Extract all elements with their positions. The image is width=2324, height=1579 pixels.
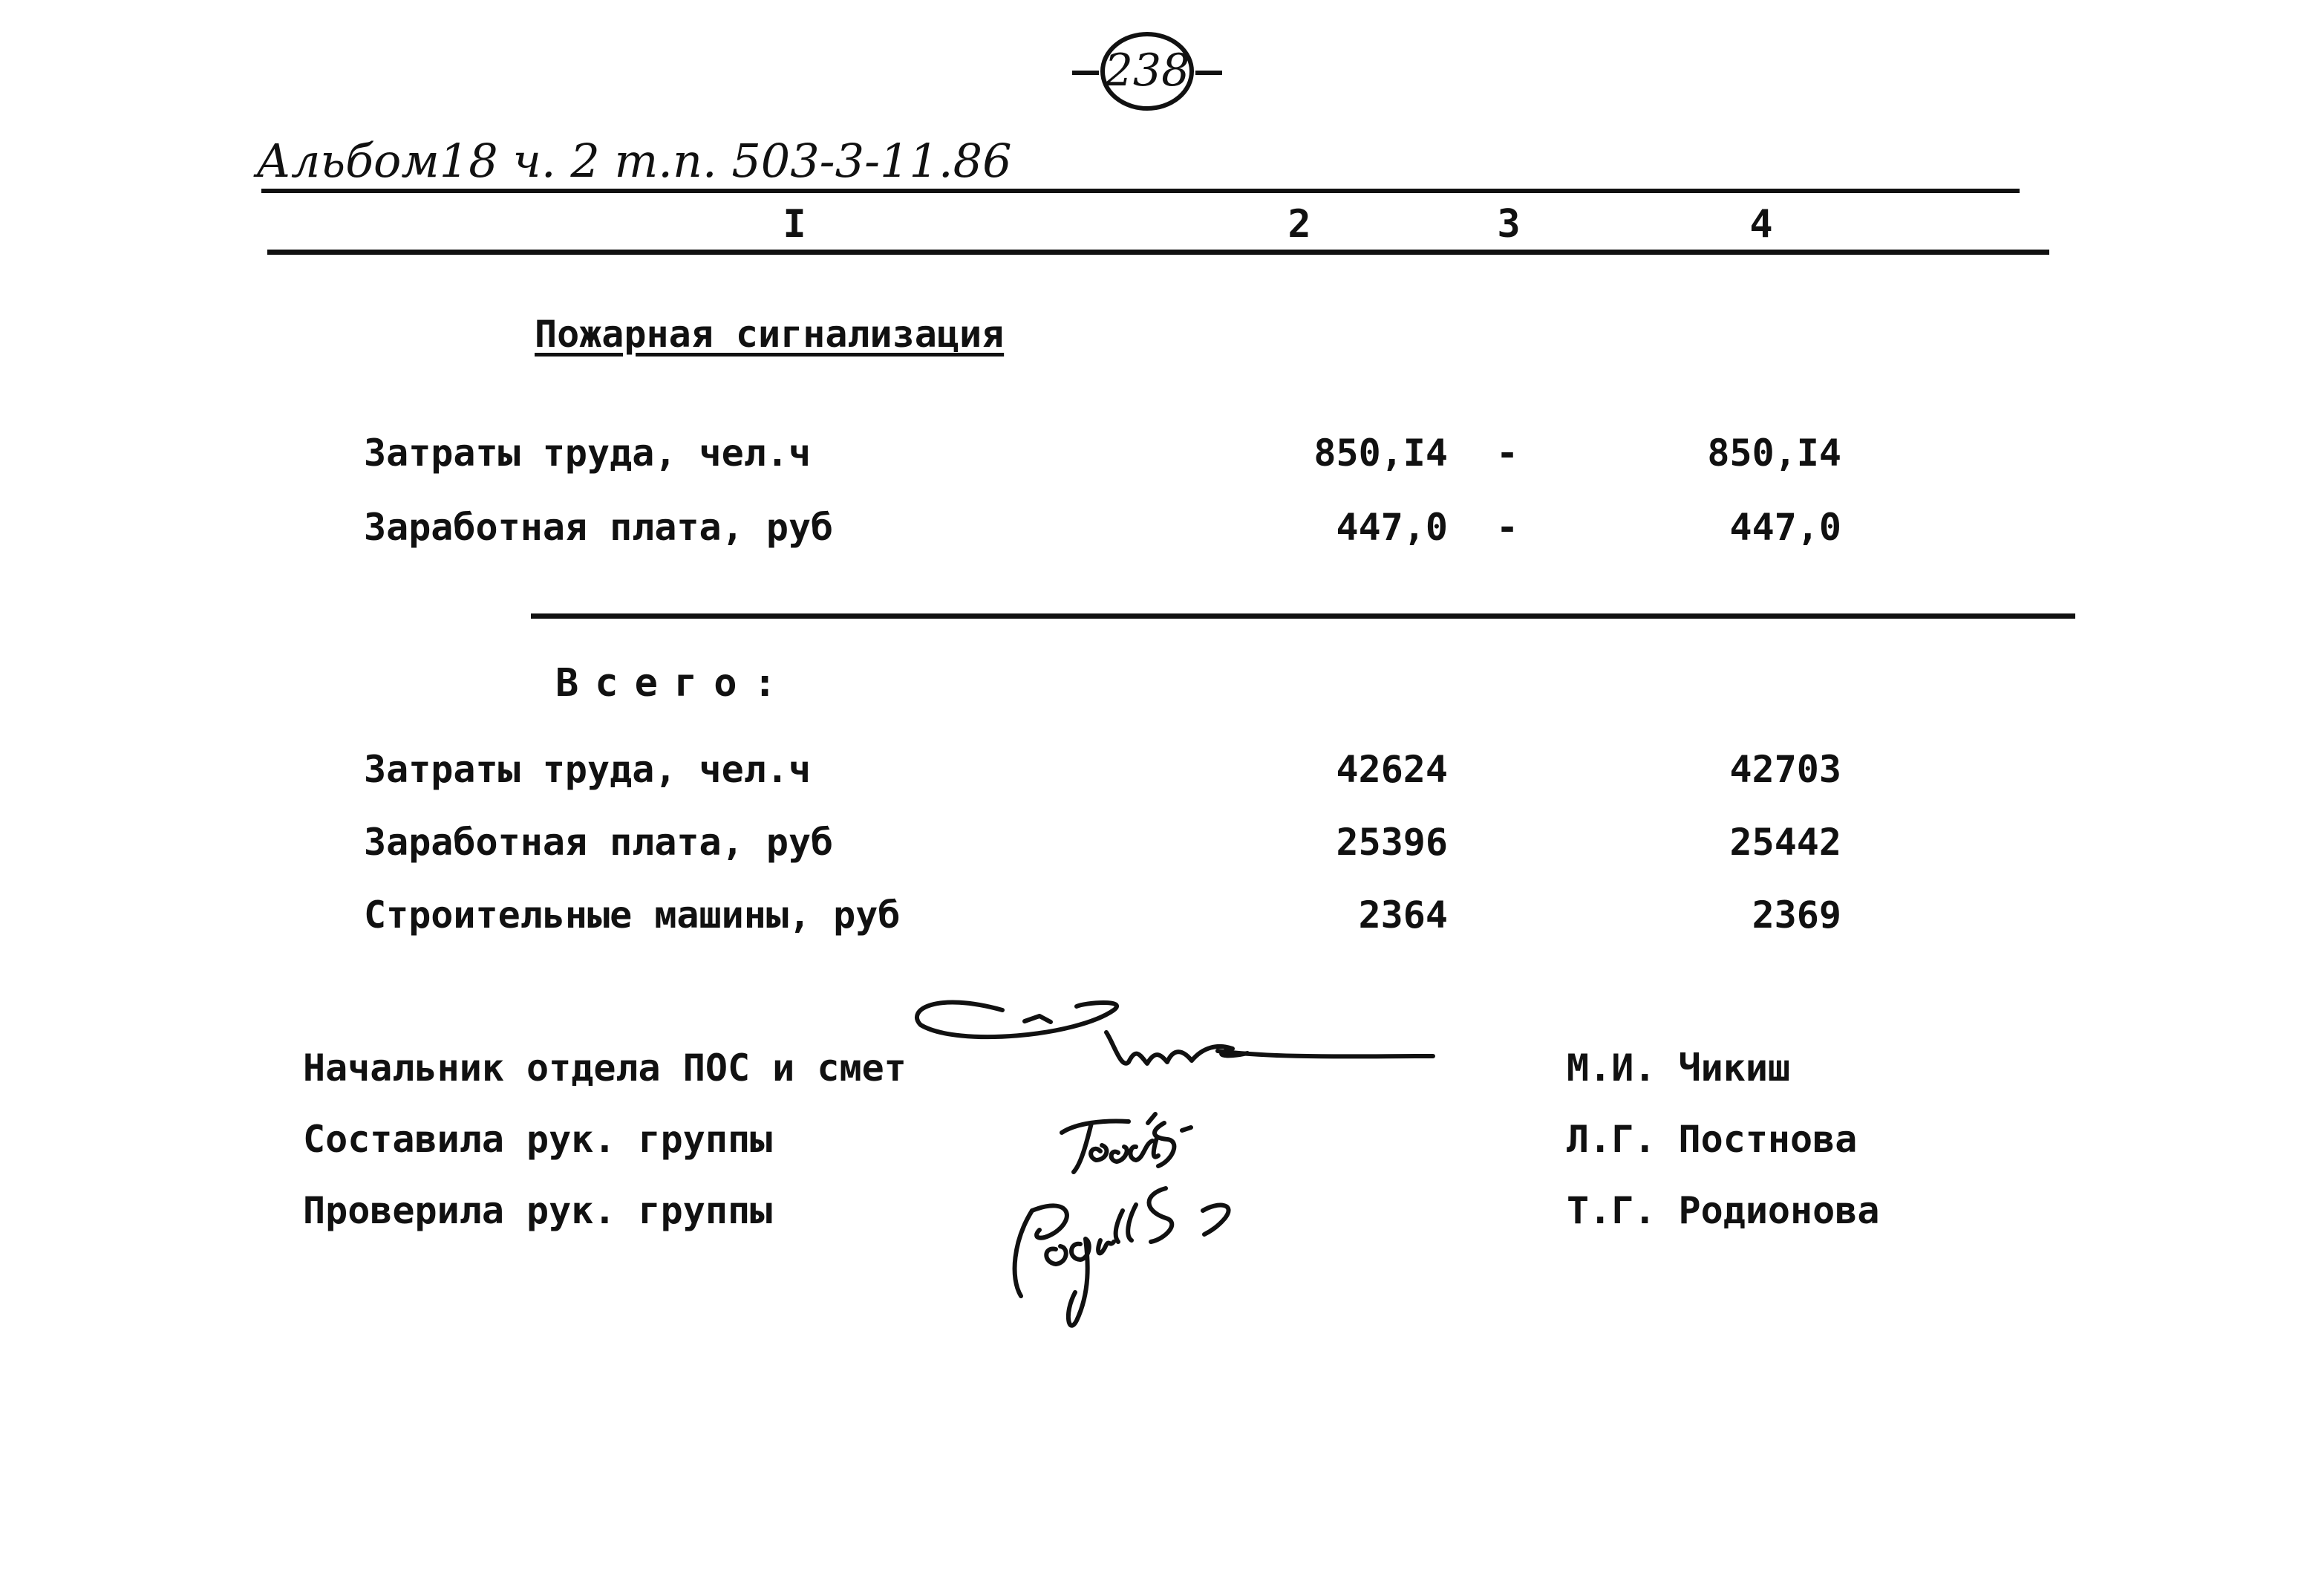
signatory-1-name: М.И. Чикиш	[1567, 1046, 1791, 1090]
page-number: 238	[1104, 45, 1190, 97]
totals-row-3-col2: 2364	[1358, 893, 1448, 937]
signatory-3-role: Проверила рук. группы	[303, 1189, 773, 1232]
section-row-2-col4: 447,0	[1729, 506, 1841, 549]
signature-3-icon	[1015, 1188, 1229, 1326]
totals-title: Всего:	[555, 661, 793, 706]
totals-separator-rule	[531, 613, 2075, 619]
totals-row-1-col2: 42624	[1336, 748, 1448, 791]
column-header-2: 2	[1287, 202, 1311, 247]
header-top-rule	[261, 189, 2020, 193]
section-row-2-label: Заработная плата, руб	[364, 506, 834, 549]
totals-row-1-col4: 42703	[1729, 748, 1841, 791]
section-row-1-col4: 850,I4	[1707, 432, 1841, 475]
handwritten-signatures	[891, 966, 1455, 1337]
section-title: Пожарная сигнализация	[535, 313, 1005, 356]
totals-row-1-label: Затраты труда, чел.ч	[364, 748, 812, 791]
totals-row-3-col4: 2369	[1752, 893, 1841, 937]
signatory-2-name: Л.Г. Постнова	[1567, 1118, 1858, 1161]
header-bottom-rule	[267, 250, 2049, 255]
signature-2-icon	[1062, 1114, 1191, 1172]
totals-row-3-label: Строительные машины, руб	[364, 893, 901, 937]
column-header-4: 4	[1749, 202, 1773, 247]
totals-row-2-label: Заработная плата, руб	[364, 821, 834, 864]
section-row-2-col2: 447,0	[1336, 506, 1448, 549]
page-number-stamp	[1069, 30, 1225, 111]
album-reference: Альбом18 ч. 2 т.п. 503-3-11.86	[256, 134, 1012, 188]
signature-1-icon	[917, 1003, 1433, 1064]
totals-row-2-col2: 25396	[1336, 821, 1448, 864]
signatory-1-role: Начальник отдела ПОС и смет	[303, 1046, 907, 1090]
column-header-1: I	[783, 202, 806, 247]
section-row-2-col3: -	[1495, 506, 1519, 549]
signatory-2-role: Составила рук. группы	[303, 1118, 773, 1161]
section-row-1-col3: -	[1495, 432, 1519, 475]
section-row-1-col2: 850,I4	[1313, 432, 1448, 475]
column-header-3: 3	[1497, 202, 1521, 247]
signatory-3-name: Т.Г. Родионова	[1567, 1189, 1880, 1232]
totals-row-2-col4: 25442	[1729, 821, 1841, 864]
section-row-1-label: Затраты труда, чел.ч	[364, 432, 812, 475]
